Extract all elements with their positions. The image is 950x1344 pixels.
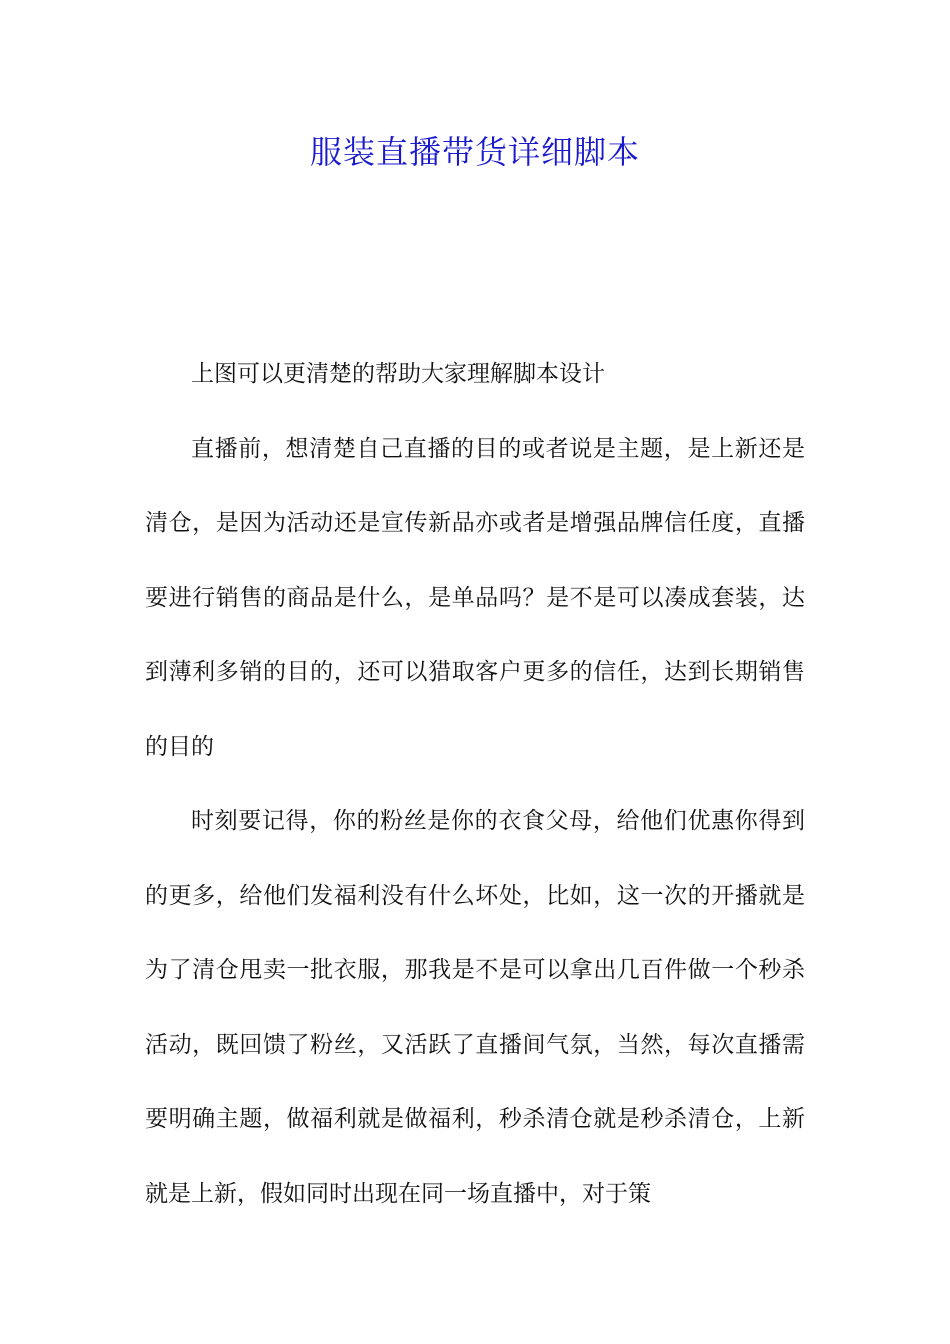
document-body (145, 337, 805, 1231)
paragraph-fans: 时刻要记得，你的粉丝是你的衣食父母，给他们优惠你得到的更多，给他们发福利没有什么坏处，比如，这一次的开播就是为了清仓甩卖一批衣服，那我是不是可以拿出几百件做一个秒杀活动，既回馈了粉丝，又活跃了直播间气氛，当然，每次直播需要明确主题，做福利就是做福利，秒杀清仓就是秒杀清仓，上新就是上新，假如同时出现在同一场直播中，对于策 (145, 808, 805, 1207)
document-title: 服装直播带货详细脚本 (309, 133, 640, 171)
paragraph-intro: 上图可以更清楚的帮助大家理解脚本设计 (191, 361, 605, 387)
paragraph-before-live: 直播前，想清楚自己直播的目的或者说是主题，是上新还是清仓，是因为活动还是宣传新品亦或者是增强品牌信任度，直播要进行销售的商品是什么，是单品吗？是不是可以凑成套装，达到薄利多销的目的，还可以猎取客户更多的信任，达到长期销售的目的 (145, 435, 805, 760)
